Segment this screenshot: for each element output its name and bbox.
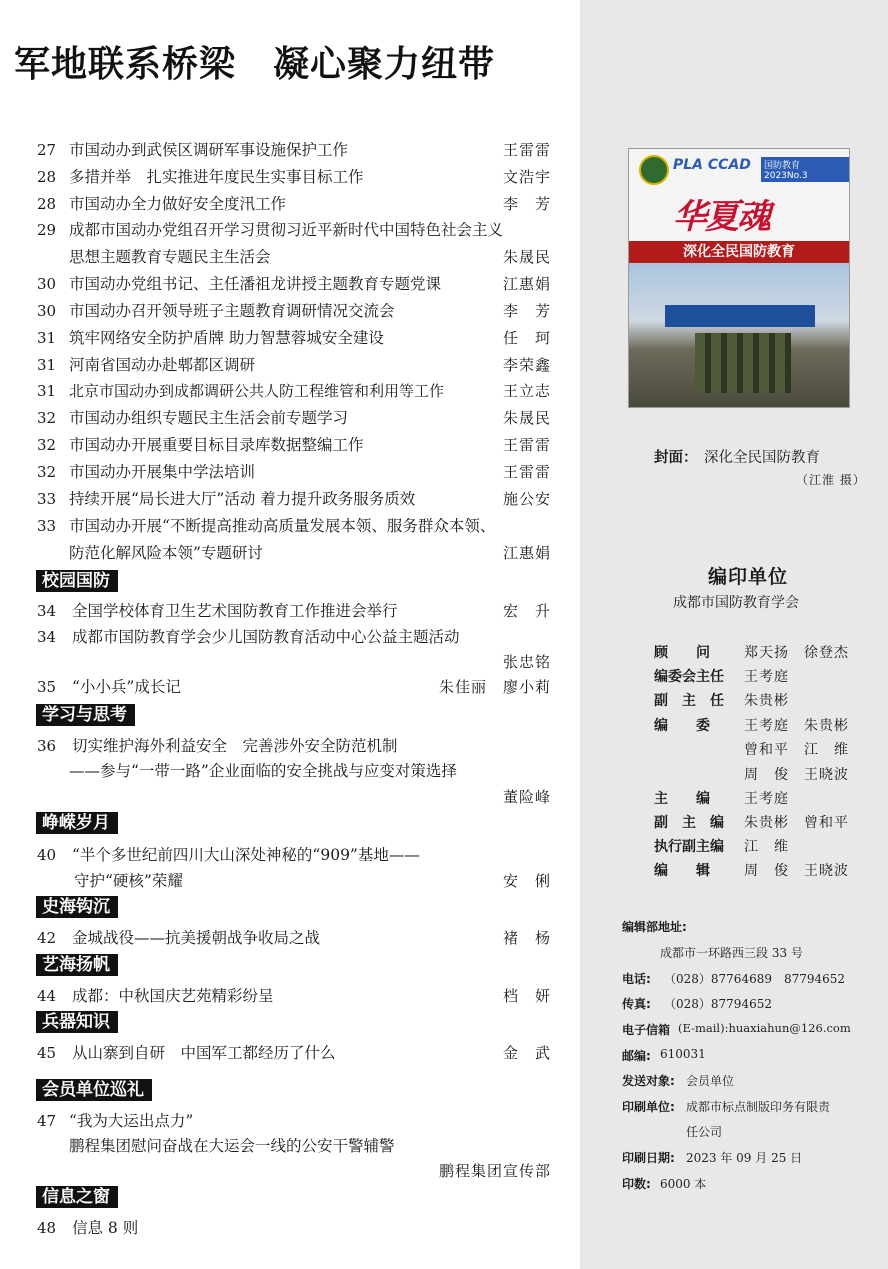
toc-page-number: 28 bbox=[37, 195, 57, 213]
cover-caption-label: 封面： bbox=[654, 450, 698, 466]
toc-title: 市国动办开展集中学法培训 bbox=[69, 463, 256, 481]
toc-title: 市国动办开展“不断提高推动高质量发展本领、服务群众本领、 bbox=[69, 517, 496, 535]
toc-author: 李 芳 bbox=[502, 302, 551, 320]
toc-page-number: 30 bbox=[37, 302, 57, 320]
staff-role: 编 辑 bbox=[654, 863, 710, 879]
toc-page-number: 31 bbox=[37, 356, 57, 374]
toc-page-number: 32 bbox=[37, 463, 57, 481]
toc-title: 筑牢网络安全防护盾牌 助力智慧蓉城安全建设 bbox=[69, 329, 384, 347]
page-title: 军地联系桥梁 凝心聚力纽带 bbox=[14, 44, 496, 85]
toc-author: 任 珂 bbox=[502, 329, 551, 347]
toc-title: 市国动办全力做好安全度汛工作 bbox=[69, 195, 287, 213]
toc-page-number: 33 bbox=[37, 490, 57, 508]
fax-value: （028）87794652 bbox=[664, 997, 772, 1011]
toc-author: 鹏程集团宣传部 bbox=[438, 1162, 551, 1180]
recipient-value: 会员单位 bbox=[686, 1074, 735, 1088]
toc-author: 李荣鑫 bbox=[502, 356, 551, 374]
address-label: 编辑部地址: bbox=[622, 920, 687, 934]
toc-item[interactable] bbox=[0, 928, 560, 948]
toc-item[interactable] bbox=[0, 140, 560, 160]
toc-author: 王立志 bbox=[502, 382, 551, 400]
toc-author: 朱晟民 bbox=[502, 248, 551, 266]
section-heading-members: 会员单位巡礼 bbox=[36, 1079, 152, 1101]
toc-author: 朱晟民 bbox=[502, 409, 551, 427]
cover-image[interactable] bbox=[628, 148, 850, 408]
print-date-label: 印刷日期: bbox=[622, 1151, 675, 1165]
toc-item[interactable] bbox=[0, 435, 560, 455]
toc-page-number: 32 bbox=[37, 436, 57, 454]
toc-title-line2: 思想主题教育专题民主生活会 bbox=[69, 248, 271, 266]
toc-author: 宏 升 bbox=[502, 602, 551, 620]
toc-author: 施公安 bbox=[502, 490, 551, 508]
toc-item[interactable] bbox=[0, 328, 560, 348]
cover-caption: 深化全民国防教育 bbox=[704, 450, 820, 466]
toc-author: 文浩宇 bbox=[502, 168, 551, 186]
cover-soldiers bbox=[695, 333, 791, 393]
staff-names: 郑天扬 徐登杰 bbox=[744, 645, 849, 661]
staff-names: 朱贵彬 曾和平 bbox=[744, 815, 849, 831]
toc-page-number: 27 bbox=[37, 141, 57, 159]
toc-title: 从山寨到自研 中国军工都经历了什么 bbox=[72, 1044, 336, 1062]
cover-badge: 国防教育 2023No.3 bbox=[761, 157, 849, 182]
toc-author: 江惠娟 bbox=[502, 544, 551, 562]
toc-page-number: 31 bbox=[37, 329, 57, 347]
toc-item[interactable] bbox=[0, 1043, 560, 1063]
toc-title: 北京市国动办到成都调研公共人防工程维管和利用等工作 bbox=[69, 382, 445, 400]
toc-title-line2: 鹏程集团慰问奋战在大运会一线的公安干警辅警 bbox=[69, 1137, 395, 1155]
toc-item[interactable] bbox=[0, 489, 560, 509]
toc-page-number: 45 bbox=[37, 1044, 57, 1062]
toc-title: 信息 8 则 bbox=[72, 1219, 139, 1237]
staff-role: 副 主 任 bbox=[654, 693, 724, 709]
section-heading-campus: 校园国防 bbox=[36, 570, 118, 592]
staff-names: 朱贵彬 bbox=[744, 693, 789, 709]
email-label: 电子信箱 bbox=[622, 1023, 671, 1037]
printing-org: 成都市国防教育学会 bbox=[673, 595, 799, 611]
toc-title: 市国动办组织专题民主生活会前专题学习 bbox=[69, 409, 349, 427]
staff-names: 周 俊 王晓波 bbox=[744, 767, 849, 783]
fax-label: 传真: bbox=[622, 997, 651, 1011]
cover-pla-text: PLA CCAD bbox=[673, 157, 751, 173]
toc-item[interactable] bbox=[0, 462, 560, 482]
printer-value: 成都市标点制版印务有限责 bbox=[686, 1100, 831, 1114]
phone-value: （028）87764689 87794652 bbox=[664, 972, 846, 986]
toc-title: 金城战役——抗美援朝战争收局之战 bbox=[72, 929, 321, 947]
toc-item[interactable] bbox=[0, 1218, 560, 1238]
staff-names: 王考庭 朱贵彬 bbox=[744, 718, 849, 734]
toc-item[interactable] bbox=[0, 301, 560, 321]
section-heading-art: 艺海扬帆 bbox=[36, 954, 118, 976]
toc-item[interactable] bbox=[0, 736, 560, 808]
toc-author: 张忠铭 bbox=[502, 653, 551, 671]
toc-page-number: 28 bbox=[37, 168, 57, 186]
toc-item[interactable] bbox=[0, 516, 560, 562]
emblem-icon bbox=[639, 155, 669, 185]
toc-page-number: 47 bbox=[37, 1112, 57, 1130]
toc-page-number: 35 bbox=[37, 678, 57, 696]
toc-item[interactable] bbox=[0, 355, 560, 375]
toc-title: 市国动办党组书记、主任潘祖龙讲授主题教育专题党课 bbox=[69, 275, 442, 293]
cover-magazine-title: 华夏魂 bbox=[673, 197, 769, 237]
toc-author: 江惠娟 bbox=[502, 275, 551, 293]
cover-banner-arch bbox=[665, 305, 815, 327]
staff-names: 周 俊 王晓波 bbox=[744, 863, 849, 879]
toc-item[interactable] bbox=[0, 381, 560, 401]
toc-title: 持续开展“局长进大厅”活动 着力提升政务服务质效 bbox=[69, 490, 416, 508]
toc-author: 朱佳丽 廖小莉 bbox=[438, 678, 551, 696]
toc-item[interactable] bbox=[0, 677, 560, 697]
toc-title: 全国学校体育卫生艺术国防教育工作推进会举行 bbox=[72, 602, 398, 620]
toc-page-number: 30 bbox=[37, 275, 57, 293]
toc-page-number: 33 bbox=[37, 517, 57, 535]
toc-title: 市国动办开展重要目标目录库数据整编工作 bbox=[69, 436, 364, 454]
toc-author: 安 俐 bbox=[502, 872, 551, 890]
toc-item[interactable] bbox=[0, 986, 560, 1006]
toc-item[interactable] bbox=[0, 627, 560, 673]
staff-names: 王考庭 bbox=[744, 669, 789, 685]
cover-subtitle: 深化全民国防教育 bbox=[629, 241, 849, 263]
toc-title: 切实维护海外利益安全 完善涉外安全防范机制 bbox=[72, 737, 398, 755]
toc-author: 金 武 bbox=[502, 1044, 551, 1062]
print-date-value: 2023 年 09 月 25 日 bbox=[686, 1151, 803, 1165]
toc-page-number: 42 bbox=[37, 929, 57, 947]
copies-value: 6000 本 bbox=[660, 1177, 707, 1191]
toc-page-number: 32 bbox=[37, 409, 57, 427]
postcode-value: 610031 bbox=[660, 1047, 706, 1061]
staff-role: 副 主 编 bbox=[654, 815, 724, 831]
section-heading-years: 峥嵘岁月 bbox=[36, 812, 118, 834]
toc-author: 档 妍 bbox=[502, 987, 551, 1005]
toc-author: 王雷雷 bbox=[502, 436, 551, 454]
toc-page-number: 34 bbox=[37, 602, 57, 620]
toc-title: 多措并举 扎实推进年度民生实事目标工作 bbox=[69, 168, 364, 186]
phone-label: 电话: bbox=[622, 972, 651, 986]
toc-page-number: 40 bbox=[37, 846, 57, 864]
toc-item[interactable] bbox=[0, 845, 560, 891]
toc-title: 成都市国动办党组召开学习贯彻习近平新时代中国特色社会主义 bbox=[69, 221, 504, 239]
toc-item[interactable] bbox=[0, 408, 560, 428]
toc-title-line2: ——参与“一带一路”企业面临的安全挑战与应变对策选择 bbox=[69, 762, 457, 780]
staff-names: 江 维 bbox=[744, 839, 789, 855]
cover-photo bbox=[629, 263, 849, 407]
toc-title: 河南省国动办赴郫都区调研 bbox=[69, 356, 256, 374]
section-heading-history: 史海钩沉 bbox=[36, 896, 118, 918]
toc-author: 董险峰 bbox=[502, 788, 551, 806]
section-heading-study: 学习与思考 bbox=[36, 704, 135, 726]
toc-title-line2: 防范化解风险本领”专题研讨 bbox=[69, 544, 263, 562]
staff-names: 曾和平 江 维 bbox=[744, 742, 849, 758]
section-heading-weapons: 兵器知识 bbox=[36, 1011, 118, 1033]
toc-page-number: 44 bbox=[37, 987, 57, 1005]
staff-names: 王考庭 bbox=[744, 791, 789, 807]
toc-title-line2: 守护“硬核”荣耀 bbox=[74, 872, 183, 890]
toc-author: 李 芳 bbox=[502, 195, 551, 213]
toc-page-number: 34 bbox=[37, 628, 57, 646]
toc-author: 王雷雷 bbox=[502, 463, 551, 481]
toc-author: 王雷雷 bbox=[502, 141, 551, 159]
staff-role: 编 委 bbox=[654, 718, 710, 734]
toc-item[interactable] bbox=[0, 194, 560, 214]
toc-item[interactable] bbox=[0, 601, 560, 621]
photo-credit: （江淮 摄） bbox=[796, 473, 866, 487]
section-heading-info: 信息之窗 bbox=[36, 1186, 118, 1208]
toc-title: “我为大运出点力” bbox=[69, 1112, 194, 1130]
printer-label: 印刷单位: bbox=[622, 1100, 675, 1114]
staff-role: 执行副主编 bbox=[654, 839, 724, 855]
copies-label: 印数: bbox=[622, 1177, 651, 1191]
toc-page-number: 48 bbox=[37, 1219, 57, 1237]
recipient-label: 发送对象: bbox=[622, 1074, 675, 1088]
toc-author: 褚 杨 bbox=[502, 929, 551, 947]
printing-heading: 编印单位 bbox=[708, 566, 789, 588]
email-value[interactable]: (E-mail):huaxiahun@126.com bbox=[678, 1021, 851, 1035]
toc-title: 市国动办到武侯区调研军事设施保护工作 bbox=[69, 141, 349, 159]
toc-item[interactable] bbox=[0, 220, 560, 266]
toc-title: “半个多世纪前四川大山深处神秘的“909”基地—— bbox=[72, 846, 420, 864]
address-value: 成都市一环路西三段 33 号 bbox=[660, 946, 803, 960]
toc-page-number: 31 bbox=[37, 382, 57, 400]
toc-page-number: 36 bbox=[37, 737, 57, 755]
toc-item[interactable] bbox=[0, 167, 560, 187]
cover-header bbox=[629, 149, 849, 241]
staff-role: 顾 问 bbox=[654, 645, 710, 661]
postcode-label: 邮编: bbox=[622, 1049, 651, 1063]
toc-title: 成都市国防教育学会少儿国防教育活动中心公益主题活动 bbox=[72, 628, 460, 646]
staff-role: 主 编 bbox=[654, 791, 710, 807]
toc-title: “小小兵”成长记 bbox=[72, 678, 181, 696]
staff-role: 编委会主任 bbox=[654, 669, 724, 685]
toc-page-number: 29 bbox=[37, 221, 57, 239]
toc-item[interactable] bbox=[0, 1111, 560, 1183]
printer-value-line2: 任公司 bbox=[686, 1125, 723, 1139]
toc-title: 市国动办召开领导班子主题教育调研情况交流会 bbox=[69, 302, 395, 320]
toc-item[interactable] bbox=[0, 274, 560, 294]
toc-title: 成都：中秋国庆艺苑精彩纷呈 bbox=[72, 987, 274, 1005]
